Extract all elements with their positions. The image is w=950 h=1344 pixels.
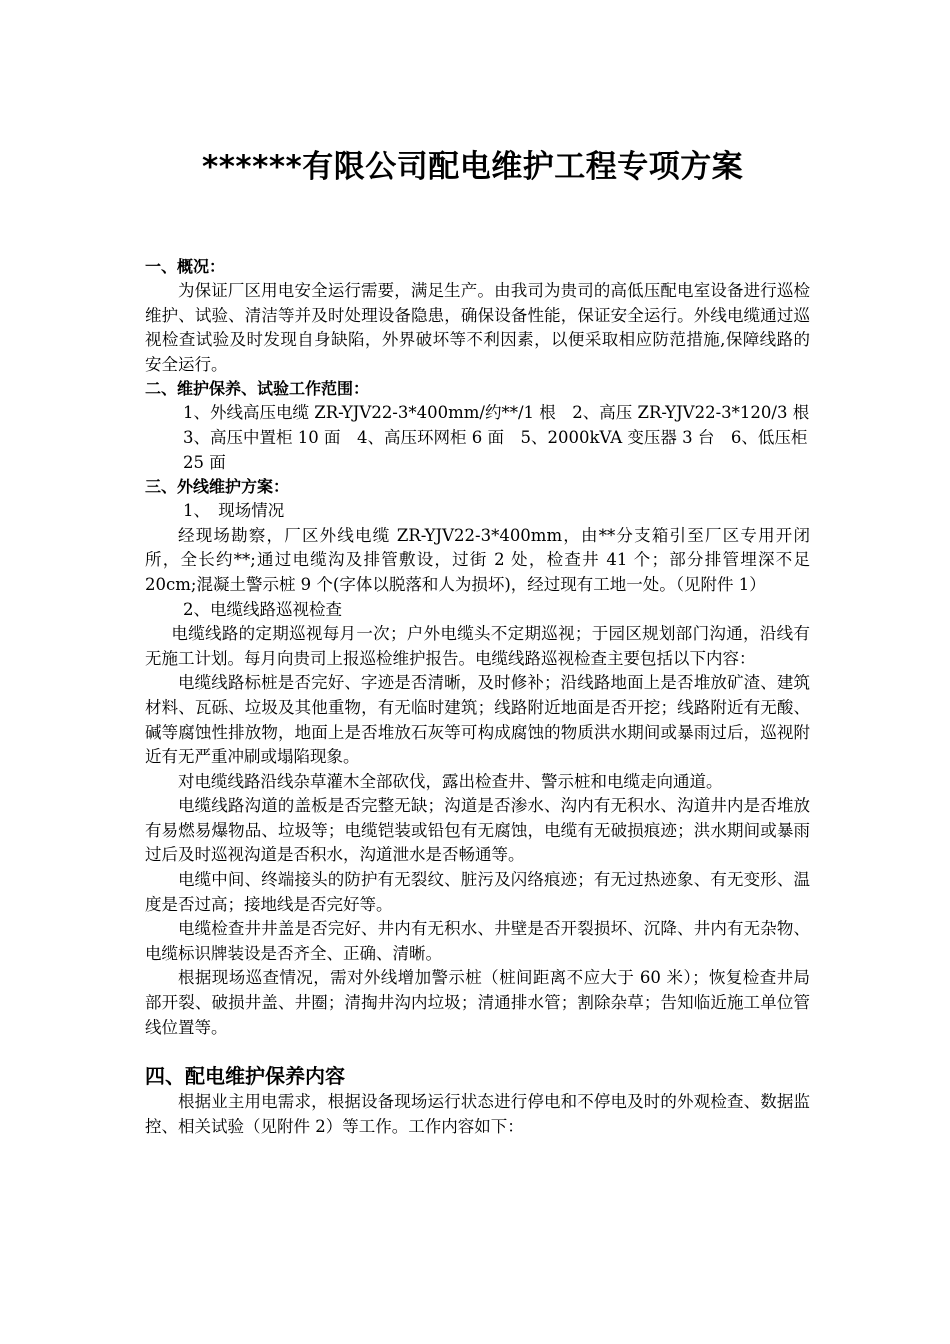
subheading-site-situation: 1、 现场情况 — [183, 501, 285, 521]
subheading-patrol-inspection: 2、电缆线路巡视检查 — [183, 599, 342, 619]
document-body — [145, 255, 826, 1139]
section-heading-maintenance: 四、配电维护保养内容 — [145, 1064, 345, 1089]
inspection-item-joints: 电缆中间、终端接头的防护有无裂纹、脏污及闪络痕迹；有无过热迹象、有无变形、温度是否过高；接地线是否完好等。 — [145, 870, 810, 914]
site-situation-paragraph: 经现场勘察，厂区外线电缆 ZR-YJV22-3*400mm，由**分支箱引至厂区专用开闭所，全长约**;通过电缆沟及排管敷设，过街 2 处，检查井 41 个；部分排管埋深不足 20cm;混凝土警示桩 9 个(字体以脱落和人为损坏)，经过现有工地一处。（见附件 1） — [145, 525, 810, 594]
inspection-item-vegetation: 对电缆线路沿线杂草灌木全部砍伐，露出检查井、警示桩和电缆走向通道。 — [178, 771, 723, 791]
scope-list: 1、外线高压电缆 ZR-YJV22-3*400mm/约**/1 根 2、高压 ZR-YJV22-3*120/3 根 3、高压中置柜 10 面 4、高压环网柜 6 面 5、2000kVA 变压器 3 台 6、低压柜 25 面 — [183, 403, 826, 472]
section-heading-scope: 二、维护保养、试验工作范围： — [145, 379, 370, 399]
inspection-item-markers: 电缆线路标桩是否完好、字迹是否清晰，及时修补；沿线路地面上是否堆放矿渣、建筑材料、瓦砾、垃圾及其他重物，有无临时建筑；线路附近地面是否开挖；线路附近有无酸、碱等腐蚀性排放物，地面上是否堆放石灰等可构成腐蚀的物质洪水期间或暴雨过后，巡视附近有无严重冲刷或塌陷现象。 — [145, 673, 810, 767]
section-heading-overview: 一、概况： — [145, 257, 226, 276]
maintenance-paragraph: 根据业主用电需求，根据设备现场运行状态进行停电和不停电及时的外观检查、数据监控、相关试验（见附件 2）等工作。工作内容如下： — [145, 1092, 810, 1136]
inspection-item-wells: 电缆检查井井盖是否完好、井内有无积水、井壁是否开裂损坏、沉降、井内有无杂物、电缆标识牌装设是否齐全、正确、清晰。 — [145, 919, 810, 963]
overview-paragraph: 为保证厂区用电安全运行需要，满足生产。由我司为贵司的高低压配电室设备进行巡检维护、试验、清洁等并及时处理设备隐患，确保设备性能，保证安全运行。外线电缆通过巡视检查试验及时发现自身缺陷，外界破坏等不利因素，以便采取相应防范措施,保障线路的安全运行。 — [145, 281, 810, 374]
patrol-paragraph: 电缆线路的定期巡视每月一次；户外电缆头不定期巡视；于园区规划部门沟通，沿线有无施工计划。每月向贵司上报巡检维护报告。电缆线路巡视检查主要包括以下内容： — [145, 624, 810, 668]
page-title: ******有限公司配电维护工程专项方案 — [202, 149, 744, 185]
inspection-item-trench: 电缆线路沟道的盖板是否完整无缺；沟道是否渗水、沟内有无积水、沟道井内是否堆放有易燃易爆物品、垃圾等；电缆铠装或铅包有无腐蚀，电缆有无破损痕迹；洪水期间或暴雨过后及时巡视沟道是否积水，沟道泄水是否畅通等。 — [145, 796, 810, 865]
inspection-item-remediation: 根据现场巡查情况，需对外线增加警示桩（桩间距离不应大于 60 米）；恢复检查井局部开裂、破损井盖、井圈；清掏井沟内垃圾；清通排水管；割除杂草；告知临近施工单位管线位置等。 — [145, 968, 810, 1037]
section-heading-external-line: 三、外线维护方案： — [145, 477, 290, 497]
